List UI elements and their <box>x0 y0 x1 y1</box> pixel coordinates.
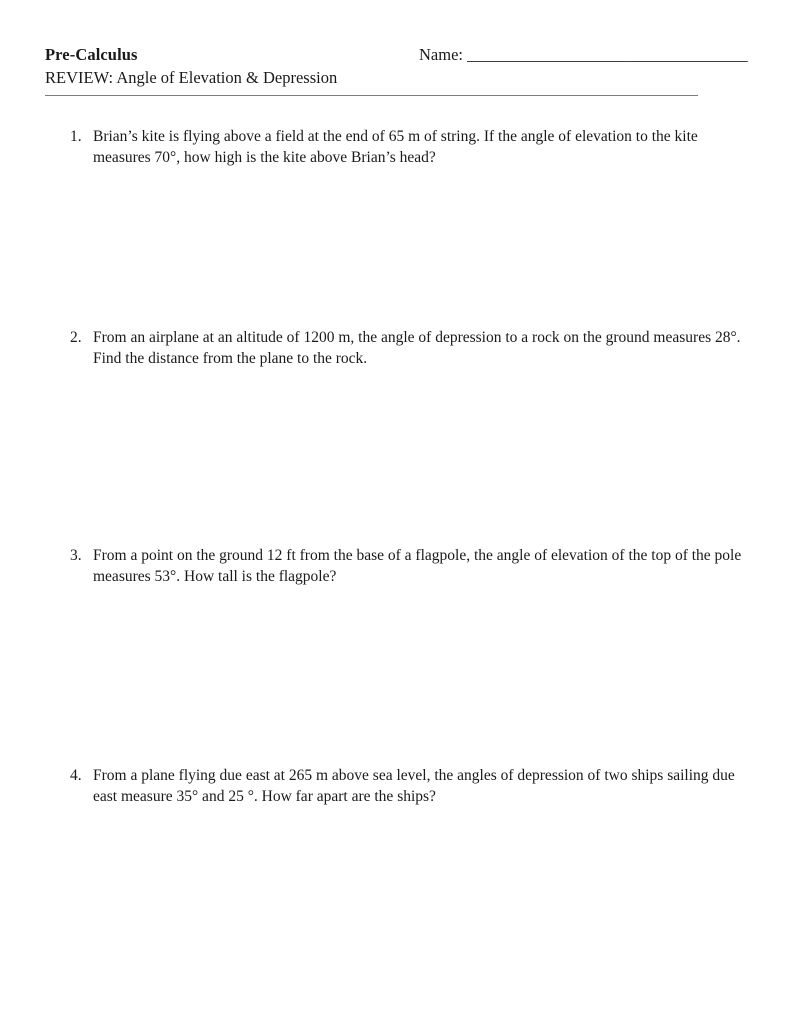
name-block <box>419 44 748 66</box>
name-label: Name: <box>419 45 463 64</box>
question-text: From a point on the ground 12 ft from the base of a flagpole, the angle of elevation of the top of the pole measures 53°. How tall is the flagpole? <box>93 547 742 585</box>
question-number: 4. <box>70 767 82 784</box>
question-number: 2. <box>70 329 82 346</box>
question-text: From an airplane at an altitude of 1200 m, the angle of depression to a rock on the ground measures 28°. Find the distance from the plane to the rock. <box>93 329 741 367</box>
name-blank-line: __________________________________ <box>467 45 748 64</box>
course-title: Pre-Calculus <box>45 45 138 64</box>
question-number: 3. <box>70 547 82 564</box>
question-1 <box>70 126 744 168</box>
question-2 <box>70 327 744 369</box>
question-3 <box>70 545 744 587</box>
worksheet-title: REVIEW: Angle of Elevation & Depression <box>45 68 338 87</box>
question-4 <box>70 765 744 807</box>
header-divider <box>45 95 698 96</box>
question-text: Brian’s kite is flying above a field at the end of 65 m of string. If the angle of elevation to the kite measures 70°, how high is the kite above Brian’s head? <box>93 128 698 166</box>
question-text: From a plane flying due east at 265 m above sea level, the angles of depression of two ships sailing due east measure 35° and 25 °. How far apart are the ships? <box>93 767 735 805</box>
question-number: 1. <box>70 128 82 145</box>
